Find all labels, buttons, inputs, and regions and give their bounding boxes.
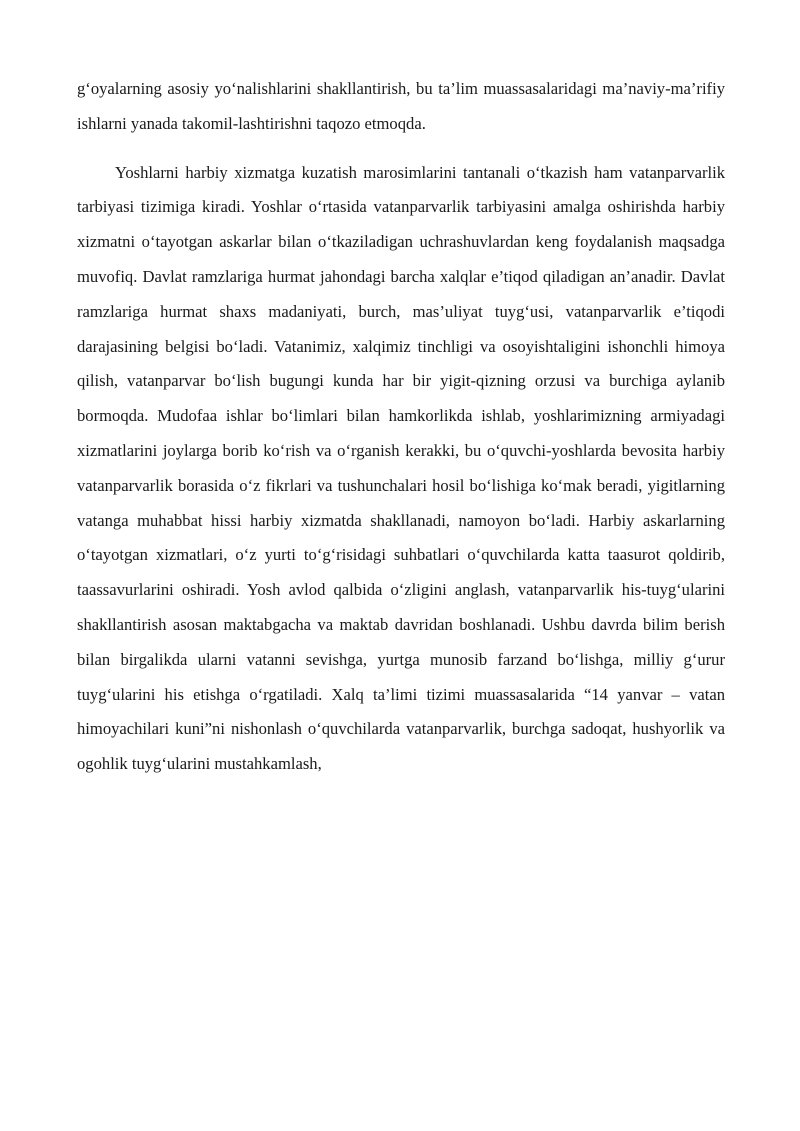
paragraph-continuation: g‘oyalarning asosiy yo‘nalishlarini shakllantirish, bu ta’lim muassasalaridagi ma’naviy-ma’rifiy ishlarni yanada takomil-lashtirishni taqozo etmoqda. [77,79,725,133]
document-page [77,72,725,782]
paragraph-main: Yoshlarni harbiy xizmatga kuzatish marosimlarini tantanali o‘tkazish ham vatanparvarlik tarbiyasi tizimiga kiradi. Yoshlar o‘rtasida vatanparvarlik tarbiyasini amalga oshirishda harbiy xizmatni o‘tayotgan askarlar bilan o‘tkaziladigan uchrashuvlardan keng foydalanish maqsadga muvofiq. Davlat ramzlariga hurmat jahondagi barcha xalqlar e’tiqod qiladigan an’anadir. Davlat ramzlariga hurmat shaxs madaniyati, burch, mas’uliyat tuyg‘usi, vatanparvarlik e’tiqodi darajasining belgisi bo‘ladi. Vatanimiz, xalqimiz tinchligi va osoyishtaligini ishonchli himoya qilish, vatanparvar bo‘lish bugungi kunda har bir yigit-qizning orzusi va burchiga aylanib bormoqda. Mudofaa ishlar bo‘limlari bilan hamkorlikda ishlab, yoshlarimizning armiyadagi xizmatlarini joylarga borib ko‘rish va o‘rganish kerakki, bu o‘quvchi-yoshlarda bevosita harbiy vatanparvarlik borasida o‘z fikrlari va tushunchalari hosil bo‘lishiga ko‘mak beradi, yigitlarning vatanga muhabbat hissi harbiy xizmatda shakllanadi, namoyon bo‘ladi. Harbiy askarlarning o‘tayotgan xizmatlari, o‘z yurti to‘g‘risidagi suhbatlari o‘quvchilarda katta taasurot qoldirib, taassavurlarini oshiradi. Yosh avlod qalbida o‘zligini anglash, vatanparvarlik his-tuyg‘ularini shakllantirish asosan maktabgacha va maktab davridan boshlanadi. Ushbu davrda bilim berish bilan birgalikda ularni vatanni sevishga, yurtga munosib farzand bo‘lishga, milliy g‘urur tuyg‘ularini his etishga o‘rgatiladi. Xalq ta’limi tizimi muassasalarida “14 yanvar – vatan himoyachilari kuni”ni nishonlash o‘quvchilarda vatanparvarlik, burchga sadoqat, hushyorlik va ogohlik tuyg‘ularini mustahkamlash, [77,162,725,774]
